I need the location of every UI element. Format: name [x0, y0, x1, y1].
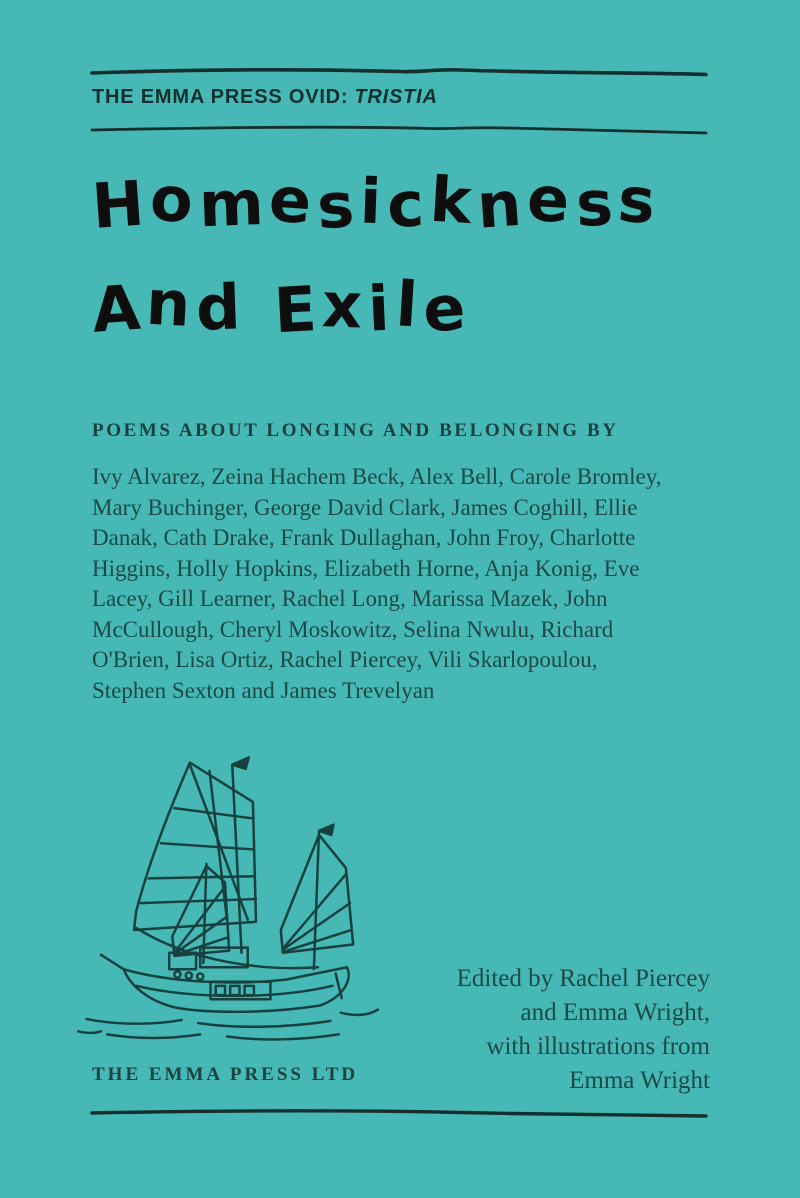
top-rule: [90, 66, 708, 78]
book-title: [89, 161, 665, 380]
contributor-line: Lacey, Gill Learner, Rachel Long, Marissa Mazek, John: [92, 586, 608, 611]
credit-line: Edited by Rachel Piercey: [456, 965, 710, 992]
series-header: [92, 86, 438, 109]
credit-line: Emma Wright: [569, 1067, 710, 1094]
contributor-line: Danak, Cath Drake, Frank Dullaghan, John Froy, Charlotte: [92, 525, 636, 550]
series-title: TRISTIA: [354, 86, 438, 108]
series-label: THE EMMA PRESS OVID:: [92, 86, 349, 108]
contributor-line: Higgins, Holly Hopkins, Elizabeth Horne, Anja Konig, Eve: [92, 555, 640, 581]
mid-rule: [90, 124, 708, 136]
credit-line: and Emma Wright,: [520, 999, 710, 1026]
publisher-name: THE EMMA PRESS LTD: [92, 1064, 359, 1085]
title-line-2: And Exile: [89, 265, 474, 348]
contributor-line: Ivy Alvarez, Zeina Hachem Beck, Alex Bell, Carole Bromley,: [92, 464, 662, 489]
junk-boat-illustration: [70, 748, 380, 1053]
title-line-1: Homesickness: [89, 161, 665, 244]
subtitle: POEMS ABOUT LONGING AND BELONGING BY: [92, 420, 619, 441]
contributors-list: [92, 462, 662, 706]
contributor-line: McCullough, Cheryl Moskowitz, Selina Nwulu, Richard: [92, 616, 614, 642]
contributor-line: Mary Buchinger, George David Clark, James Coghill, Ellie: [92, 494, 638, 520]
contributor-line: Stephen Sexton and James Trevelyan: [92, 677, 435, 703]
credit-line: with illustrations from: [486, 1033, 710, 1060]
bottom-rule: [90, 1108, 708, 1120]
contributor-line: O'Brien, Lisa Ortiz, Rachel Piercey, Vili Skarlopoulou,: [92, 647, 598, 672]
credits: [350, 962, 710, 1098]
